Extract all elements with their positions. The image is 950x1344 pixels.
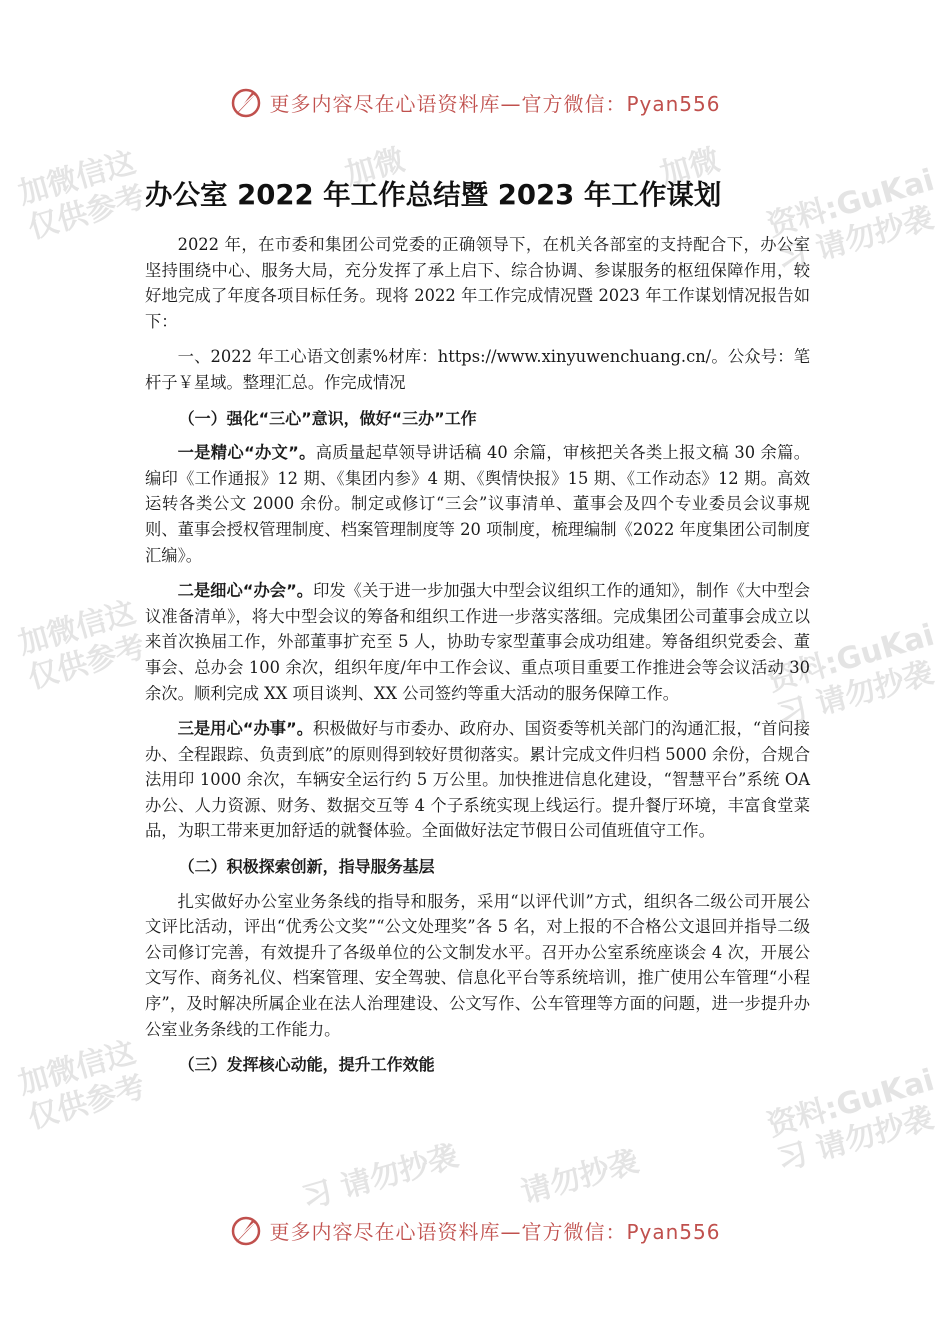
paragraph-4: 扎实做好办公室业务条线的指导和服务，采用“以评代训”方式，组织各二级公司开展公文评比活动，评出“优秀公文奖”“公文处理奖”各 5 名，对上报的不合格公文退回并指导二级公司修订完善，有效提升了各级单位的公文制发水平。召开办公室系统座谈会 4 次，开展公文写作、商务礼仪、档案管理、安全驾驶、信息化平台等系统培训，推广使用公车管理“小程序”，及时解决所属企业在法人治理建设、公文写作、公车管理等方面的问题，进一步提升办公室业务条线的工作能力。 [145, 891, 810, 1039]
document-body [145, 172, 810, 1087]
paragraph-2-body: 印发《关于进一步加强大中型会议组织工作的通知》，制作《大中型会议准备清单》，将大中型会议的筹备和组织工作进一步落实落细。完成集团公司董事会成立以来首次换届工作，外部董事扩充至 5 人，协助专家型董事会成功组建。筹备组织党委会、董事会、总办会 100 余次，组织年度/年中工作会议、重点项目重要工作推进会等会议活动 30 余次。顺利完成 XX 项目谈判、XX 公司签约等重大活动的服务保障工作。 [145, 581, 811, 703]
subsection-heading-3: （三）发挥核心动能，提升工作效能 [178, 1055, 435, 1075]
subsection-heading-1: （一）强化“三心”意识，做好“三办”工作 [178, 408, 477, 428]
header-banner-text: 更多内容尽在心语资料库—官方微信：Pyan556 [269, 91, 721, 116]
paragraph-3-body: 积极做好与市委办、政府办、国资委等机关部门的沟通汇报，“首问接办、全程跟踪、负责到底”的原则得到较好贯彻落实。累计完成文件归档 5000 余份，合规合法用印 1000 余次，车辆安全运行约 5 万公里。加快推进信息化建设，“智慧平台”系统 OA 办公、人力资源、财务、数据交互等 4 个子系统实现上线运行。提升餐厅环境，丰富食堂菜品，为职工带来更加舒适的就餐体验。全面做好法定节假日公司值班值守工作。 [145, 719, 811, 841]
watermark-left-3: 加微信这 仅供参考 [14, 1034, 150, 1137]
watermark-bottom-frag-2: 请勿抄袭 [517, 1144, 643, 1211]
document-title: 办公室 2022 年工作总结暨 2023 年工作谋划 [145, 179, 722, 211]
section-heading-1: 一、2022 年工心语文创素%材库：https://www.xinyuwenchuang.cn/。公众号：笔杆子￥星域。整理汇总。作完成情况 [145, 347, 810, 392]
watermark-right-2: 资料:GuKai 习 请勿抄袭 [763, 617, 939, 734]
watermark-bottom-frag-1: 习 请勿抄袭 [298, 1138, 463, 1217]
footer-banner [0, 1210, 950, 1250]
paragraph-1-lead: 一是精心“办文”。 [177, 443, 316, 463]
watermark-top-right: 加微 [656, 142, 724, 193]
quill-logo-icon [229, 85, 263, 119]
paragraph-2-lead: 二是细心“办会”。 [177, 581, 314, 601]
paragraph-1-body: 高质量起草领导讲话稿 40 余篇，审核把关各类上报文稿 30 余篇。编印《工作通报》12 期、《集团内参》4 期、《舆情快报》15 期、《工作动态》12 期。高效运转各类公文 2000 余份。制定或修订“三会”议事清单、董事会及四个专业委员会议事规则、董事会授权管理制度、档案管理制度等 20 项制度，梳理编制《2022 年度集团公司制度汇编》。 [145, 443, 811, 565]
paragraph-2 [145, 578, 810, 706]
watermark-left-1: 加微信这 仅供参考 [14, 144, 150, 247]
watermark-right-3: 资料:GuKai 习 请勿抄袭 [763, 1062, 939, 1179]
paragraph-3-lead: 三是用心“办事”。 [177, 719, 314, 739]
watermark-right-1: 资料:GuKai 习 请勿抄袭 [763, 162, 939, 279]
subsection-heading-2: （二）积极探索创新，指导服务基层 [178, 857, 435, 877]
paragraph-3 [145, 716, 810, 844]
footer-banner-text: 更多内容尽在心语资料库—官方微信：Pyan556 [269, 1219, 721, 1244]
quill-logo-icon [229, 1213, 263, 1247]
watermark-top-mid: 加微 [341, 142, 409, 193]
intro-paragraph: 2022 年，在市委和集团公司党委的正确领导下，在机关各部室的支持配合下，办公室坚持围绕中心、服务大局，充分发挥了承上启下、综合协调、参谋服务的枢纽保障作用，较好地完成了年度各项目标任务。现将 2022 年工作完成情况暨 2023 年工作谋划情况报告如下： [145, 235, 810, 331]
watermark-left-2: 加微信这 仅供参考 [14, 594, 150, 697]
paragraph-1 [145, 440, 810, 568]
header-banner [0, 82, 950, 122]
